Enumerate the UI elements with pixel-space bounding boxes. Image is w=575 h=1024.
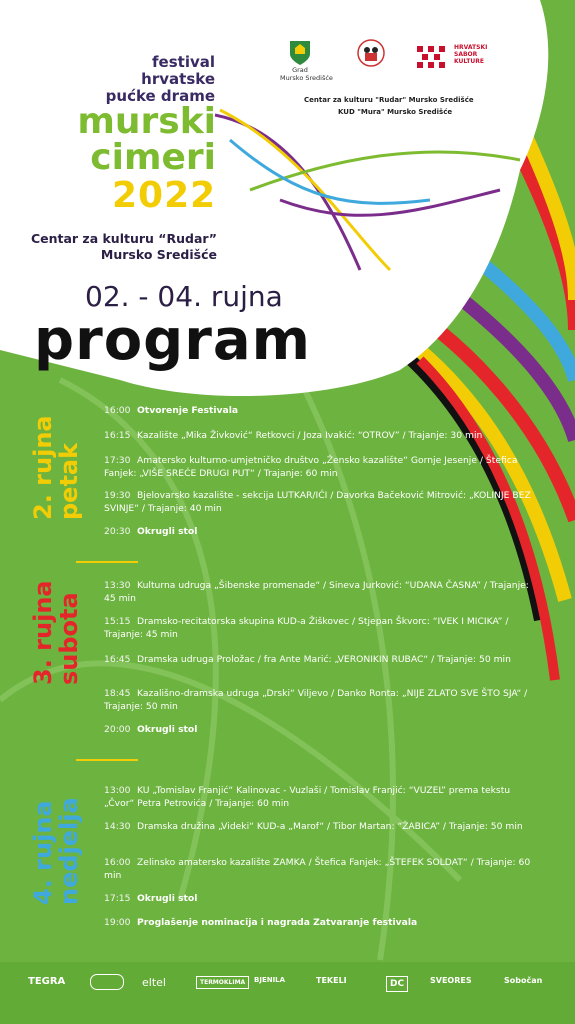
program-heading: program — [34, 308, 312, 373]
festival-title — [66, 101, 216, 178]
day-label-friday — [30, 415, 82, 520]
org-kud-mura: KUD "Mura" Mursko Središće — [338, 108, 453, 116]
event-3-4 — [104, 893, 536, 906]
event-time: 16:00 — [104, 857, 131, 868]
sponsor-oval-logo-icon — [90, 974, 124, 990]
event-time: 14:30 — [104, 821, 131, 832]
event-text: Okrugli stol — [137, 893, 198, 904]
event-time: 17:30 — [104, 455, 131, 466]
event-1-4 — [104, 490, 536, 515]
festival-year: 2022 — [112, 175, 217, 216]
event-time: 20:30 — [104, 526, 131, 537]
venue — [10, 231, 217, 263]
festival-subtitle — [100, 54, 215, 105]
event-time: 13:00 — [104, 785, 131, 796]
event-time: 15:15 — [104, 616, 131, 627]
event-time: 19:30 — [104, 490, 131, 501]
event-time: 20:00 — [104, 724, 131, 735]
event-text: Amatersko kulturno-umjetničko društvo „Žensko kazalište“ Gornje Jesenje / Štefica Fanjek: „VIŠE SREĆE DRUGI PUT“ / Trajanje: 60 min — [104, 455, 518, 479]
event-text: Okrugli stol — [137, 724, 198, 735]
event-text: KU „Tomislav Franjić“ Kalinovac - Vuzlaši / Tomislav Franjić: “VUZEL” prema tekstu „Čvor“ Petra Petrovića / Trajanje: 60 min — [104, 785, 511, 809]
day-2-weekday: subota — [55, 592, 83, 685]
festival-dates: 02. - 04. rujna — [85, 280, 283, 313]
event-time: 16:00 — [104, 405, 131, 416]
event-time: 16:45 — [104, 654, 131, 665]
event-text: Otvorenje Festivala — [137, 405, 239, 416]
event-time: 17:15 — [104, 893, 131, 904]
kud-logo-icon — [356, 38, 386, 68]
grad-logo — [280, 40, 333, 82]
title-line-2: cimeri — [90, 137, 216, 178]
sponsor-dc: DC — [386, 976, 408, 992]
event-2-1 — [104, 580, 536, 605]
grad-caption: Grad Mursko Središće — [280, 66, 333, 82]
event-text: Kazališno-dramska udruga „Drski“ Viljevo / Danko Ronta: „NIJE ZLATO SVE ŠTO SJA“ / Trajanje: 50 min — [104, 688, 528, 712]
event-text: Kulturna udruga „Šibenske promenade“ / Sineva Jurković: “UDANA ČASNA” / Trajanje: 45 min — [104, 580, 529, 604]
event-3-1 — [104, 785, 536, 810]
day-label-saturday — [30, 580, 82, 685]
event-3-3 — [104, 857, 536, 882]
event-time: 16:15 — [104, 430, 131, 441]
event-text: Bjelovarsko kazalište - sekcija LUTKAR/IĆI / Davorka Bačeković Mitrović: „KOLINJE BEZ SVINJE“ / Trajanje: 40 min — [104, 490, 531, 514]
event-3-5 — [104, 917, 536, 930]
sponsor-sobocan: Sobočan — [504, 976, 543, 985]
event-text: Okrugli stol — [137, 526, 198, 537]
sponsor-termoklima: TERMOKLIMA — [196, 976, 249, 989]
sponsor-tekeli: TEKELI — [316, 976, 347, 985]
event-text: Proglašenje nominacija i nagrada Zatvaranje festivala — [137, 917, 418, 928]
grad-crest-icon — [289, 40, 311, 66]
event-2-3 — [104, 654, 536, 667]
sponsor-eltel: eltel — [142, 976, 166, 989]
venue-line-1: Centar za kulturu “Rudar” — [30, 231, 217, 246]
event-text: Kazalište „Mika Živković“ Retkovci / Joza Ivakić: “OTROV” / Trajanje: 30 min — [137, 430, 483, 441]
event-time: 19:00 — [104, 917, 131, 928]
festival-line-3: pućke drame — [105, 87, 215, 105]
festival-line-2: hrvatske — [141, 70, 215, 88]
event-1-5 — [104, 526, 536, 539]
event-time: 18:45 — [104, 688, 131, 699]
venue-line-2: Mursko Središće — [100, 247, 217, 262]
org-rudar: Centar za kulturu "Rudar" Mursko Središće — [304, 96, 474, 104]
event-text: Dramska udruga Proložac / fra Ante Marić: „VERONIKIN RUBAC“ / Trajanje: 50 min — [137, 654, 511, 665]
day-3-date: 4. rujna — [29, 800, 57, 905]
event-2-5 — [104, 724, 536, 737]
event-1-3 — [104, 455, 536, 480]
festival-line-1: festival — [152, 53, 215, 71]
event-1-1 — [104, 405, 536, 418]
event-text: Dramsko-recitatorska skupina KUD-a Žiškovec / Stjepan Škvorc: “IVEK I MICIKA” / Trajanje: 45 min — [104, 616, 509, 640]
event-2-2 — [104, 616, 536, 641]
event-1-2 — [104, 430, 536, 443]
day-label-sunday — [30, 797, 82, 905]
sabor-emblem-icon — [415, 44, 447, 70]
event-text: Zelinsko amatersko kazalište ZAMKA / Štefica Fanjek: „ŠTEFEK SOLDAT“ / Trajanje: 60 min — [104, 857, 531, 881]
day-2-date: 3. rujna — [29, 580, 57, 685]
event-2-4 — [104, 688, 536, 713]
sponsor-tegra: TEGRA — [28, 976, 66, 987]
title-line-1: murski — [77, 101, 216, 142]
event-3-2 — [104, 821, 536, 834]
event-time: 13:30 — [104, 580, 131, 591]
day-1-weekday: petak — [55, 442, 83, 520]
day-3-weekday: nedjelja — [55, 797, 83, 905]
day-1-date: 2. rujna — [29, 415, 57, 520]
sabor-caption: HRVATSKI SABOR KULTURE — [454, 44, 488, 65]
sponsor-sveores: SVEORES — [430, 976, 472, 985]
event-text: Dramska družina „Videki“ KUD-a „Marof“ / Tibor Martan: “ŽABICA” / Trajanje: 50 min — [137, 821, 523, 832]
sponsor-bjenila: BJENILA — [254, 976, 286, 984]
